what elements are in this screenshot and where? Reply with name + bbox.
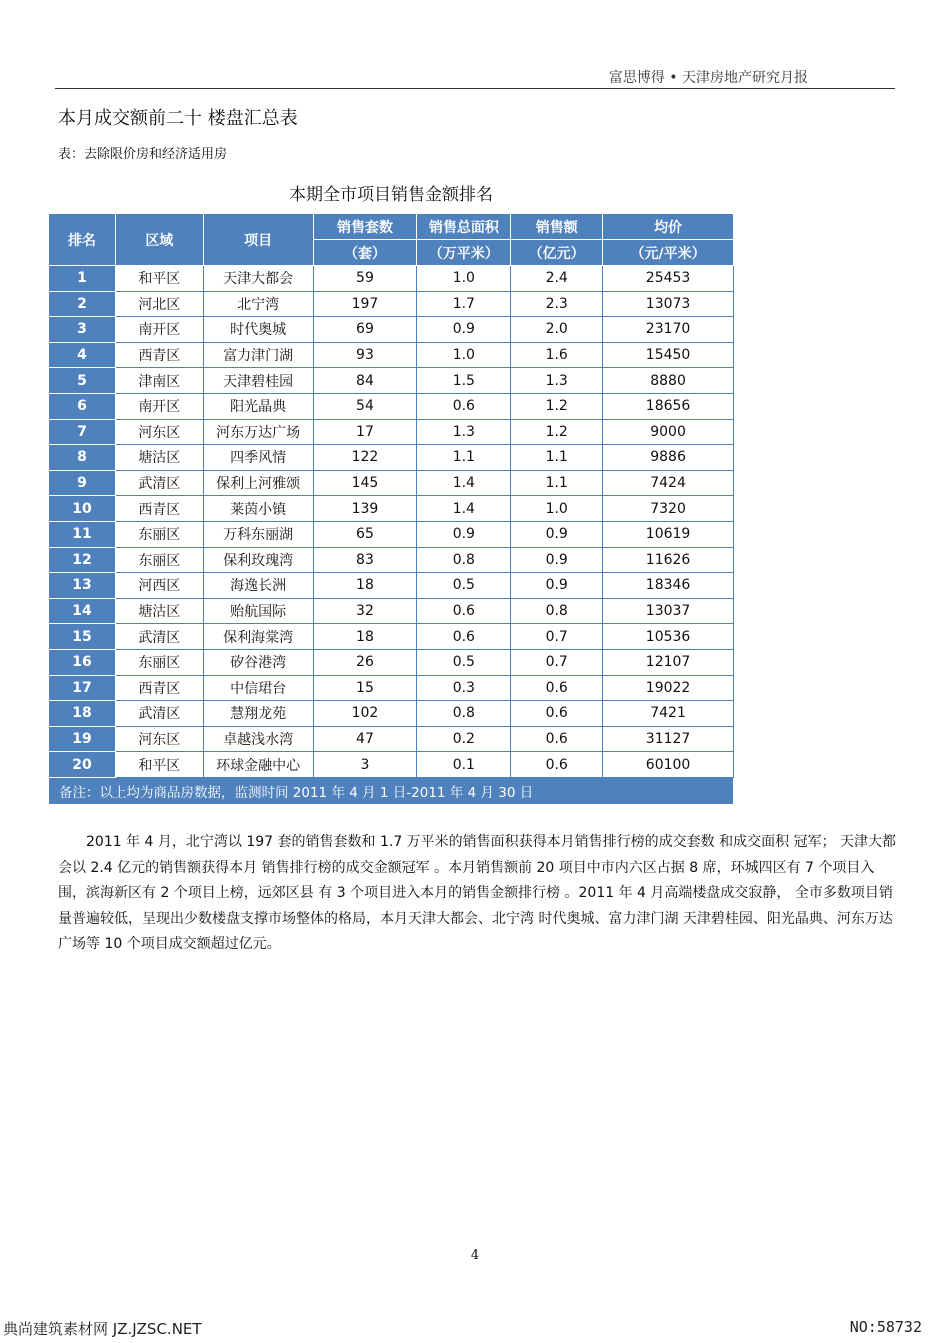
price-cell: 18346 <box>603 573 734 599</box>
table-row <box>49 598 734 624</box>
table-row <box>49 726 734 752</box>
area-cell: 1.5 <box>417 368 511 394</box>
project-cell: 天津碧桂园 <box>203 368 313 394</box>
units-cell: 15 <box>313 675 417 701</box>
sales-cell: 0.6 <box>511 675 603 701</box>
sales-cell: 1.0 <box>511 496 603 522</box>
area-cell: 0.8 <box>417 701 511 727</box>
table-row <box>49 649 734 675</box>
sales-cell: 0.9 <box>511 573 603 599</box>
project-cell: 莱茵小镇 <box>203 496 313 522</box>
table-footnote: 备注：以上均为商品房数据，监测时间 2011 年 4 月 1 日-2011 年 4 月 30 日 <box>49 777 734 804</box>
project-cell: 环球金融中心 <box>203 752 313 778</box>
header-sales: 销售额 <box>511 214 603 240</box>
project-cell: 卓越浅水湾 <box>203 726 313 752</box>
price-cell: 18656 <box>603 393 734 419</box>
table-row <box>49 521 734 547</box>
project-cell: 保利玫瑰湾 <box>203 547 313 573</box>
rank-cell: 18 <box>49 701 116 727</box>
units-cell: 3 <box>313 752 417 778</box>
price-cell: 7421 <box>603 701 734 727</box>
units-cell: 145 <box>313 470 417 496</box>
area-cell: 1.0 <box>417 342 511 368</box>
area-cell: 0.2 <box>417 726 511 752</box>
sales-cell: 0.6 <box>511 701 603 727</box>
district-cell: 塘沽区 <box>115 445 203 471</box>
rank-cell: 4 <box>49 342 116 368</box>
table-row <box>49 445 734 471</box>
header-units: 销售套数 <box>313 214 417 240</box>
sales-cell: 0.9 <box>511 547 603 573</box>
table-row <box>49 470 734 496</box>
price-cell: 13073 <box>603 291 734 317</box>
sales-cell: 0.9 <box>511 521 603 547</box>
project-cell: 四季风情 <box>203 445 313 471</box>
price-cell: 7424 <box>603 470 734 496</box>
units-cell: 47 <box>313 726 417 752</box>
page-number: 4 <box>470 1248 480 1263</box>
project-cell: 河东万达广场 <box>203 419 313 445</box>
district-cell: 河东区 <box>115 419 203 445</box>
header-district: 区域 <box>115 214 203 266</box>
project-cell: 贻航国际 <box>203 598 313 624</box>
rank-cell: 13 <box>49 573 116 599</box>
project-cell: 万科东丽湖 <box>203 521 313 547</box>
units-cell: 18 <box>313 573 417 599</box>
units-cell: 65 <box>313 521 417 547</box>
price-cell: 10619 <box>603 521 734 547</box>
units-cell: 197 <box>313 291 417 317</box>
sales-cell: 1.2 <box>511 419 603 445</box>
area-cell: 0.6 <box>417 598 511 624</box>
sales-cell: 1.1 <box>511 445 603 471</box>
sales-cell: 0.7 <box>511 649 603 675</box>
units-cell: 59 <box>313 266 417 292</box>
sales-cell: 0.6 <box>511 752 603 778</box>
header-project: 项目 <box>203 214 313 266</box>
sales-cell: 2.4 <box>511 266 603 292</box>
district-cell: 塘沽区 <box>115 598 203 624</box>
price-cell: 9886 <box>603 445 734 471</box>
area-cell: 0.1 <box>417 752 511 778</box>
project-cell: 慧翔龙苑 <box>203 701 313 727</box>
table-row <box>49 675 734 701</box>
area-cell: 0.3 <box>417 675 511 701</box>
district-cell: 武清区 <box>115 470 203 496</box>
sales-cell: 2.3 <box>511 291 603 317</box>
price-cell: 23170 <box>603 317 734 343</box>
sales-cell: 1.1 <box>511 470 603 496</box>
rank-cell: 17 <box>49 675 116 701</box>
sales-cell: 0.6 <box>511 726 603 752</box>
watermark-right: NO:58732 <box>849 1318 922 1336</box>
table-header-row <box>49 214 734 240</box>
table-row <box>49 342 734 368</box>
area-cell: 1.4 <box>417 470 511 496</box>
table-caption: 本期全市项目销售金额排名 <box>289 185 493 205</box>
header-units-unit: （套） <box>313 240 417 266</box>
sales-cell: 1.6 <box>511 342 603 368</box>
section-title: 本月成交额前二十 楼盘汇总表 <box>58 108 298 129</box>
header-area-unit: （万平米） <box>417 240 511 266</box>
sales-cell: 0.8 <box>511 598 603 624</box>
area-cell: 0.6 <box>417 393 511 419</box>
district-cell: 和平区 <box>115 752 203 778</box>
rank-cell: 7 <box>49 419 116 445</box>
rank-cell: 10 <box>49 496 116 522</box>
project-cell: 天津大都会 <box>203 266 313 292</box>
price-cell: 19022 <box>603 675 734 701</box>
district-cell: 东丽区 <box>115 649 203 675</box>
district-cell: 和平区 <box>115 266 203 292</box>
district-cell: 河东区 <box>115 726 203 752</box>
table-row <box>49 266 734 292</box>
table-row <box>49 496 734 522</box>
project-cell: 时代奥城 <box>203 317 313 343</box>
district-cell: 武清区 <box>115 624 203 650</box>
table-row <box>49 701 734 727</box>
units-cell: 17 <box>313 419 417 445</box>
project-cell: 矽谷港湾 <box>203 649 313 675</box>
area-cell: 1.0 <box>417 266 511 292</box>
units-cell: 32 <box>313 598 417 624</box>
rank-cell: 15 <box>49 624 116 650</box>
units-cell: 139 <box>313 496 417 522</box>
sales-cell: 2.0 <box>511 317 603 343</box>
rank-cell: 9 <box>49 470 116 496</box>
units-cell: 26 <box>313 649 417 675</box>
project-cell: 中信珺台 <box>203 675 313 701</box>
header-rank: 排名 <box>49 214 116 266</box>
area-cell: 0.5 <box>417 573 511 599</box>
rank-cell: 1 <box>49 266 116 292</box>
rank-cell: 14 <box>49 598 116 624</box>
district-cell: 西青区 <box>115 496 203 522</box>
rank-cell: 12 <box>49 547 116 573</box>
sales-cell: 1.2 <box>511 393 603 419</box>
header-divider <box>55 88 895 89</box>
units-cell: 54 <box>313 393 417 419</box>
project-cell: 阳光晶典 <box>203 393 313 419</box>
rank-cell: 19 <box>49 726 116 752</box>
report-header-text: 富思博得 • 天津房地产研究月报 <box>608 70 808 86</box>
units-cell: 18 <box>313 624 417 650</box>
table-note: 表：去除限价房和经济适用房 <box>58 147 228 162</box>
table-row <box>49 368 734 394</box>
table-row <box>49 291 734 317</box>
table-row <box>49 624 734 650</box>
header-price: 均价 <box>603 214 734 240</box>
price-cell: 15450 <box>603 342 734 368</box>
table-row <box>49 419 734 445</box>
price-cell: 9000 <box>603 419 734 445</box>
rank-cell: 2 <box>49 291 116 317</box>
area-cell: 1.3 <box>417 419 511 445</box>
price-cell: 60100 <box>603 752 734 778</box>
sales-cell: 0.7 <box>511 624 603 650</box>
rank-cell: 11 <box>49 521 116 547</box>
price-cell: 11626 <box>603 547 734 573</box>
analysis-paragraph: 2011 年 4 月，北宁湾以 197 套的销售套数和 1.7 万平米的销售面积获得本月销售排行榜的成交套数 和成交面积 冠军； 天津大都会以 2.4 亿元的销售额获得本月 销售排行榜的成交金额冠军 。本月销售额前 20 项目中市内六区占据 8 席，环城四区有 7 个项目入围，滨海新区有 2 个项目上榜，远郊区县 有 3 个项目进入本月的销售金额排行榜 。2011 年 4 月高端楼盘成交寂静， 全市多数项目销量普遍较低，呈现出少数楼盘支撑市场整体的格局，本月天津大都会、北宁湾 时代奥城、富力津门湖 天津碧桂园、阳光晶典、河东万达广场等 10 个项目成交额超过亿元。 <box>58 834 897 953</box>
units-cell: 83 <box>313 547 417 573</box>
area-cell: 1.7 <box>417 291 511 317</box>
project-cell: 保利海棠湾 <box>203 624 313 650</box>
district-cell: 河西区 <box>115 573 203 599</box>
units-cell: 84 <box>313 368 417 394</box>
table-row <box>49 752 734 778</box>
price-cell: 8880 <box>603 368 734 394</box>
district-cell: 河北区 <box>115 291 203 317</box>
area-cell: 0.5 <box>417 649 511 675</box>
district-cell: 南开区 <box>115 393 203 419</box>
rank-cell: 8 <box>49 445 116 471</box>
district-cell: 西青区 <box>115 675 203 701</box>
header-sales-unit: （亿元） <box>511 240 603 266</box>
price-cell: 25453 <box>603 266 734 292</box>
rank-cell: 16 <box>49 649 116 675</box>
price-cell: 7320 <box>603 496 734 522</box>
area-cell: 1.4 <box>417 496 511 522</box>
table-row <box>49 547 734 573</box>
table-row <box>49 393 734 419</box>
project-cell: 北宁湾 <box>203 291 313 317</box>
units-cell: 93 <box>313 342 417 368</box>
district-cell: 津南区 <box>115 368 203 394</box>
district-cell: 东丽区 <box>115 521 203 547</box>
rank-cell: 6 <box>49 393 116 419</box>
district-cell: 武清区 <box>115 701 203 727</box>
district-cell: 东丽区 <box>115 547 203 573</box>
project-cell: 海逸长洲 <box>203 573 313 599</box>
price-cell: 12107 <box>603 649 734 675</box>
price-cell: 13037 <box>603 598 734 624</box>
price-cell: 10536 <box>603 624 734 650</box>
area-cell: 1.1 <box>417 445 511 471</box>
rank-cell: 5 <box>49 368 116 394</box>
table-body <box>49 266 734 778</box>
area-cell: 0.9 <box>417 521 511 547</box>
sales-cell: 1.3 <box>511 368 603 394</box>
table-footnote-row <box>49 777 734 804</box>
area-cell: 0.6 <box>417 624 511 650</box>
watermark-left: 典尚建筑素材网 JZ.JZSC.NET <box>3 1320 202 1338</box>
units-cell: 69 <box>313 317 417 343</box>
district-cell: 南开区 <box>115 317 203 343</box>
rank-cell: 3 <box>49 317 116 343</box>
area-cell: 0.9 <box>417 317 511 343</box>
price-cell: 31127 <box>603 726 734 752</box>
table-row <box>49 573 734 599</box>
header-area: 销售总面积 <box>417 214 511 240</box>
table-row <box>49 317 734 343</box>
project-cell: 保利上河雅颂 <box>203 470 313 496</box>
district-cell: 西青区 <box>115 342 203 368</box>
units-cell: 122 <box>313 445 417 471</box>
area-cell: 0.8 <box>417 547 511 573</box>
sales-ranking-table <box>48 213 734 805</box>
project-cell: 富力津门湖 <box>203 342 313 368</box>
units-cell: 102 <box>313 701 417 727</box>
header-price-unit: （元/平米） <box>603 240 734 266</box>
rank-cell: 20 <box>49 752 116 778</box>
